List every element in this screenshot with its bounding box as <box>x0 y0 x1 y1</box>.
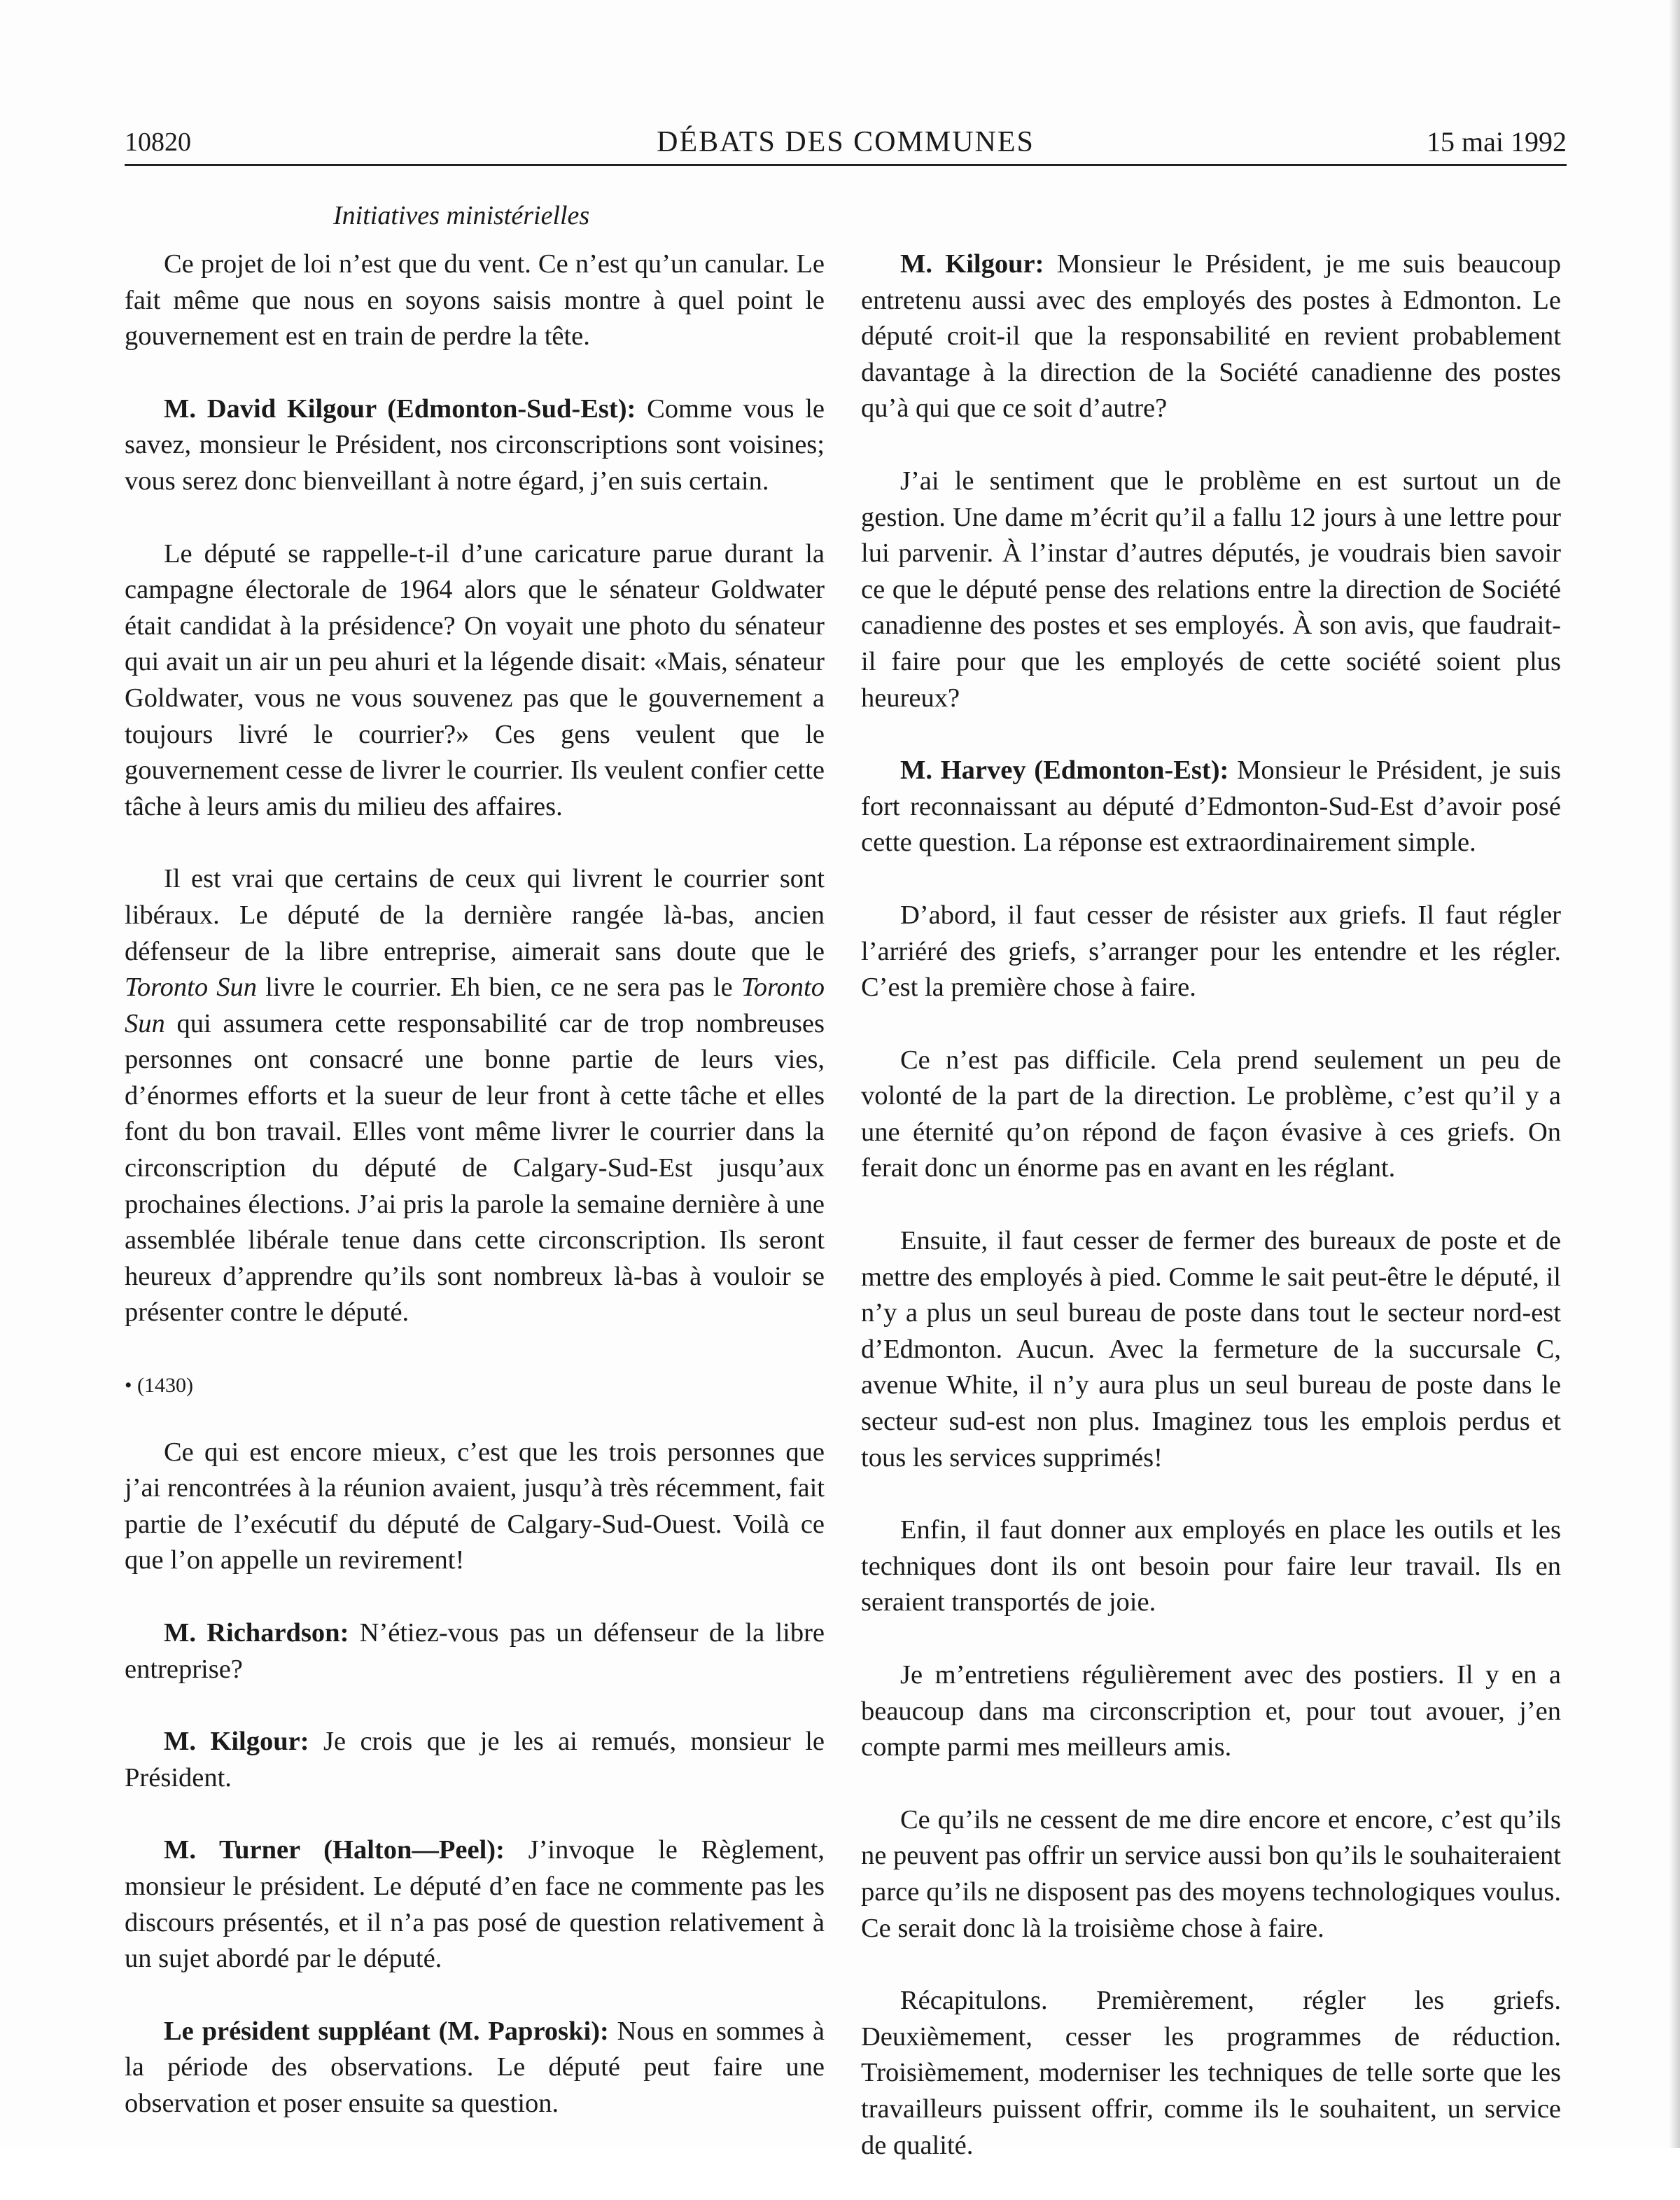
speaker-name: M. Kilgour: <box>900 249 1044 279</box>
speech-text: qui assumera cette responsabilité car de trop nombreuses personnes ont consacré une bonne partie de leurs vies, d’énormes efforts et la sueur de leur front à cette tâche et elles font du bon travail. Elles vont même livrer le courrier dans la circonscription du député de Calgary-Sud-Est jusqu’aux prochaines élections. J’ai pris la parole la semaine dernière à une assemblée libérale tenue dans cette circonscription. Ils seront heureux d’apprendre qu’ils sont nombreux là-bas à vouloir se présenter contre le député. <box>125 1008 825 1328</box>
speech-text: J’invoque le Règlement, monsieur le président. Le député d’en face ne commente pas les discours présentés, et il n’a pas posé de question relativement à un sujet abordé par le député. <box>125 1835 825 1974</box>
paragraph: D’abord, il faut cesser de résister aux griefs. Il faut régler l’arriéré des griefs, s’arranger pour les entendre et les régler. C’est la première chose à faire. <box>861 900 1561 1003</box>
speaker-name: M. David Kilgour (Edmonton-Sud-Est): <box>164 394 636 424</box>
speech-text: Monsieur le Président, je me suis beaucoup entretenu aussi avec des employés des postes à Edmonton. Le député croit-il que la responsabilité en revient probablement davantage à la direction de la Société canadienne des postes qu’à qui que ce soit d’autre? <box>861 249 1561 424</box>
speaker-name: M. Turner (Halton—Peel): <box>164 1835 505 1865</box>
paragraph: Ce qui est encore mieux, c’est que les trois personnes que j’ai rencontrées à la réunion avaient, jusqu’à très récemment, fait partie de l’exécutif du député de Calgary-Sud-Ouest. Voilà ce que l’on appelle un revirement! <box>125 1437 825 1575</box>
speaker-name: M. Kilgour: <box>164 1727 309 1757</box>
section-title: Initiatives ministérielles <box>333 201 590 230</box>
page-header <box>125 120 1567 166</box>
speech-text: Nous en sommes à la période des observations. Le député peut faire une observation et poser ensuite sa question. <box>125 2016 825 2118</box>
paragraph <box>861 246 1561 427</box>
publication-title: DÉBATS DES COMMUNES <box>657 126 1035 158</box>
paragraph <box>125 861 825 1331</box>
speech-text: N’étiez-vous pas un défenseur de la libre entreprise? <box>125 1618 825 1684</box>
speech-text: livre le courrier. Eh bien, ce ne sera pas le <box>257 973 741 1003</box>
paragraph <box>125 2014 825 2122</box>
paragraph <box>125 391 825 500</box>
paragraph: Je m’entretiens régulièrement avec des postiers. Il y en a beaucoup dans ma circonscription et, pour tout avouer, j’en compte parmi mes meilleurs amis. <box>861 1660 1561 1762</box>
speech-text: Monsieur le Président, je suis fort reconnaissant au député d’Edmonton-Sud-Est d’avoir posé cette question. La réponse est extraordinairement simple. <box>861 756 1561 858</box>
paragraph <box>125 1724 825 1796</box>
paragraph <box>125 1615 825 1687</box>
paragraph <box>861 753 1561 861</box>
speech-text: Comme vous le savez, monsieur le Président, nos circonscriptions sont voisines; vous serez donc bienveillant à notre égard, j’en suis certain. <box>125 394 825 496</box>
speech-text: Il est vrai que certains de ceux qui livrent le courrier sont libéraux. Le député de la dernière rangée là-bas, ancien défenseur de la libre entreprise, aimerait sans doute que le <box>125 864 825 966</box>
paragraph: J’ai le sentiment que le problème en est surtout un de gestion. Une dame m’écrit qu’il a fallu 12 jours à une lettre pour lui parvenir. À l’instar d’autres députés, je voudrais bien savoir ce que le député pense des relations entre la direction de Société canadienne des postes et ses employés. À son avis, que faudrait-il faire pour que les employés de cette société soient plus heureux? <box>861 466 1561 713</box>
publication-date: 15 mai 1992 <box>1427 126 1567 158</box>
left-column <box>125 246 825 2159</box>
newspaper-name: Toronto Sun <box>125 973 825 1038</box>
page-edge-shadow <box>1669 0 1680 2148</box>
right-column <box>861 246 1561 2200</box>
paragraph: Enfin, il faut donner aux employés en place les outils et les techniques dont ils ont besoin pour faire leur travail. Ils en seraient transportés de joie. <box>861 1515 1561 1617</box>
speech-text: Je crois que je les ai remués, monsieur le Président. <box>125 1727 825 1792</box>
paragraph: Ce projet de loi n’est que du vent. Ce n’est qu’un canular. Le fait même que nous en soyons saisis montre à quel point le gouvernement est en train de perdre la tête. <box>125 249 825 351</box>
page-number: 10820 <box>125 127 191 157</box>
paragraph: Ensuite, il faut cesser de fermer des bureaux de poste et de mettre des employés à pied. Comme le sait peut-être le député, il n’y a plus un seul bureau de poste dans tout le secteur nord-est d’Edmonton. Aucun. Avec la fermeture de la succursale C, avenue White, il n’y aura plus un seul bureau de poste dans le secteur sud-est non plus. Imaginez tous les emplois perdus et tous les services supprimés! <box>861 1226 1561 1473</box>
speaker-name: Le président suppléant (M. Paproski): <box>164 2016 609 2046</box>
paragraph: Ce qu’ils ne cessent de me dire encore et encore, c’est qu’ils ne peuvent pas offrir un service aussi bon qu’ils le souhaiteraient parce qu’ils ne disposent pas des moyens technologiques voulus. Ce serait donc là la troisième chose à faire. <box>861 1804 1562 1943</box>
speaker-name: M. Richardson: <box>164 1618 349 1648</box>
paragraph: Récapitulons. Premièrement, régler les griefs. Deuxièmement, cesser les programmes de réduction. Troisièmement, moderniser les techniques de telle sorte que les travailleurs puissent offrir, comme ils le souhaitent, un service de qualité. <box>861 1986 1561 2160</box>
paragraph: Ce n’est pas difficile. Cela prend seulement un peu de volonté de la part de la direction. Le problème, c’est qu’il y a une éternité qu’on répond de façon évasive à ces griefs. On ferait donc un énorme pas en avant en les réglant. <box>861 1045 1561 1183</box>
time-marker: • (1430) <box>125 1374 193 1398</box>
paragraph: Le député se rappelle-t-il d’une caricature parue durant la campagne électorale de 1964 alors que le sénateur Goldwater était candidat à la présidence? On voyait une photo du sénateur qui avait un air un peu ahuri et la légende disait: «Mais, sénateur Goldwater, vous ne vous souvenez pas que le gouvernement a toujours livré le courrier?» Ces gens veulent que le gouvernement cesse de livrer le courrier. Ils veulent confier cette tâche à leurs amis du milieu des affaires. <box>125 538 825 821</box>
paragraph <box>125 1832 825 1977</box>
newspaper-name: Toronto Sun <box>125 973 258 1003</box>
speaker-name: M. Harvey (Edmonton-Est): <box>900 756 1229 786</box>
